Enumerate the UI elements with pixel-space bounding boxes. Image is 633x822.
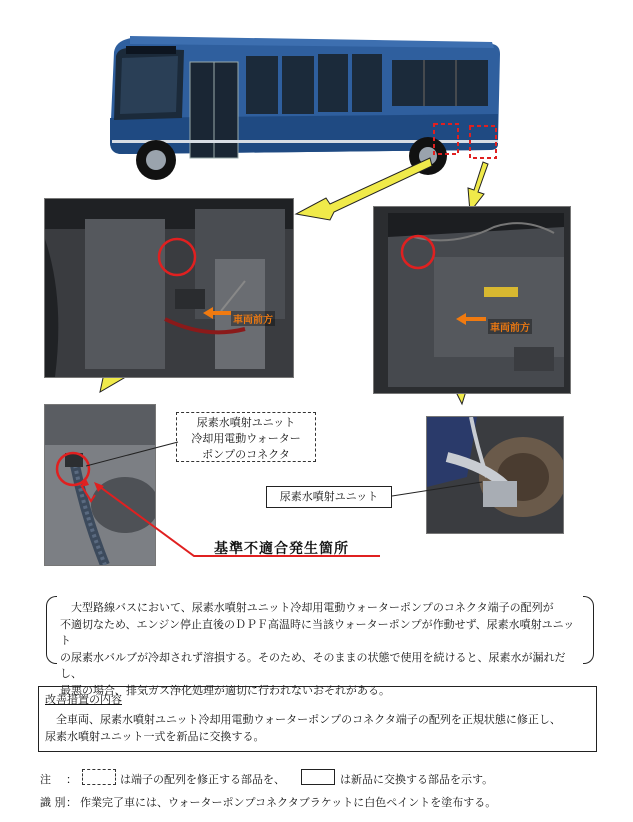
description-line1: 大型路線バスにおいて、尿素水噴射ユニット冷却用電動ウォーターポンプのコネクタ端子の配列が bbox=[71, 601, 554, 614]
nonconformity-location-label: 基準不適合発生箇所 bbox=[214, 541, 349, 557]
note-solid-text: は新品に交換する部品を示す。 bbox=[340, 773, 494, 786]
description-box bbox=[46, 596, 594, 697]
ident-label: 識 別 bbox=[40, 796, 66, 809]
engine-compartment-right-photo bbox=[373, 206, 571, 394]
connector-callout bbox=[176, 412, 316, 462]
vehicle-front-arrow-left bbox=[203, 307, 231, 319]
description-line3: の尿素水バルブが冷却されず溶損する。そのため、そのままの状態で使用を続けると、尿素水が漏れだし、 bbox=[60, 650, 566, 680]
solid-box-legend bbox=[301, 769, 335, 785]
dashed-box-legend bbox=[82, 769, 116, 785]
connector-callout-line2: 冷却用電動ウォーター bbox=[191, 432, 301, 445]
injection-unit-callout-text: 尿素水噴射ユニット bbox=[279, 490, 379, 503]
vehicle-front-arrow-right bbox=[456, 313, 486, 325]
connector-callout-line1: 尿素水噴射ユニット bbox=[196, 416, 296, 429]
engine-compartment-left-photo bbox=[44, 198, 294, 378]
note-dashed-text: は端子の配列を修正する部品を、 bbox=[120, 773, 285, 786]
improvement-box bbox=[38, 686, 597, 752]
description-line2: 不適切なため、エンジン停止直後のＤＰＦ高温時に当該ウォーターポンプが作動せず、尿素水噴射ユニット bbox=[60, 617, 575, 647]
improvement-line1: 全車両、尿素水噴射ユニット冷却用電動ウォーターポンプのコネクタ端子の配列を正規状態に修正し、 bbox=[56, 713, 561, 726]
arrow-bus-to-right-photo bbox=[468, 162, 488, 212]
note-colon: ： bbox=[66, 773, 77, 786]
ident-text: 作業完了車には、ウォーターポンプコネクタブラケットに白色ペイントを塗布する。 bbox=[80, 796, 497, 809]
connector-callout-leader bbox=[84, 440, 180, 470]
improvement-line2: 尿素水噴射ユニット一式を新品に交換する。 bbox=[45, 730, 265, 743]
vehicle-front-label-left: 車両前方 bbox=[231, 311, 275, 326]
note-label: 注 bbox=[40, 773, 51, 786]
injection-unit-callout-leader bbox=[392, 478, 484, 498]
description-line4: 最悪の場合、排気ガス浄化処理が適切に行われないおそれがある。 bbox=[60, 683, 390, 697]
improvement-text bbox=[45, 711, 590, 745]
vehicle-front-label-right: 車両前方 bbox=[488, 319, 532, 334]
improvement-title: 改善措置の内容 bbox=[45, 693, 122, 706]
ident-colon: ： bbox=[66, 796, 77, 809]
bracket-left bbox=[46, 596, 57, 664]
connector-callout-line3: ポンプのコネクタ bbox=[202, 448, 290, 461]
urea-injection-unit-photo bbox=[426, 416, 564, 534]
bracket-right bbox=[583, 596, 594, 664]
description-text bbox=[60, 600, 580, 699]
